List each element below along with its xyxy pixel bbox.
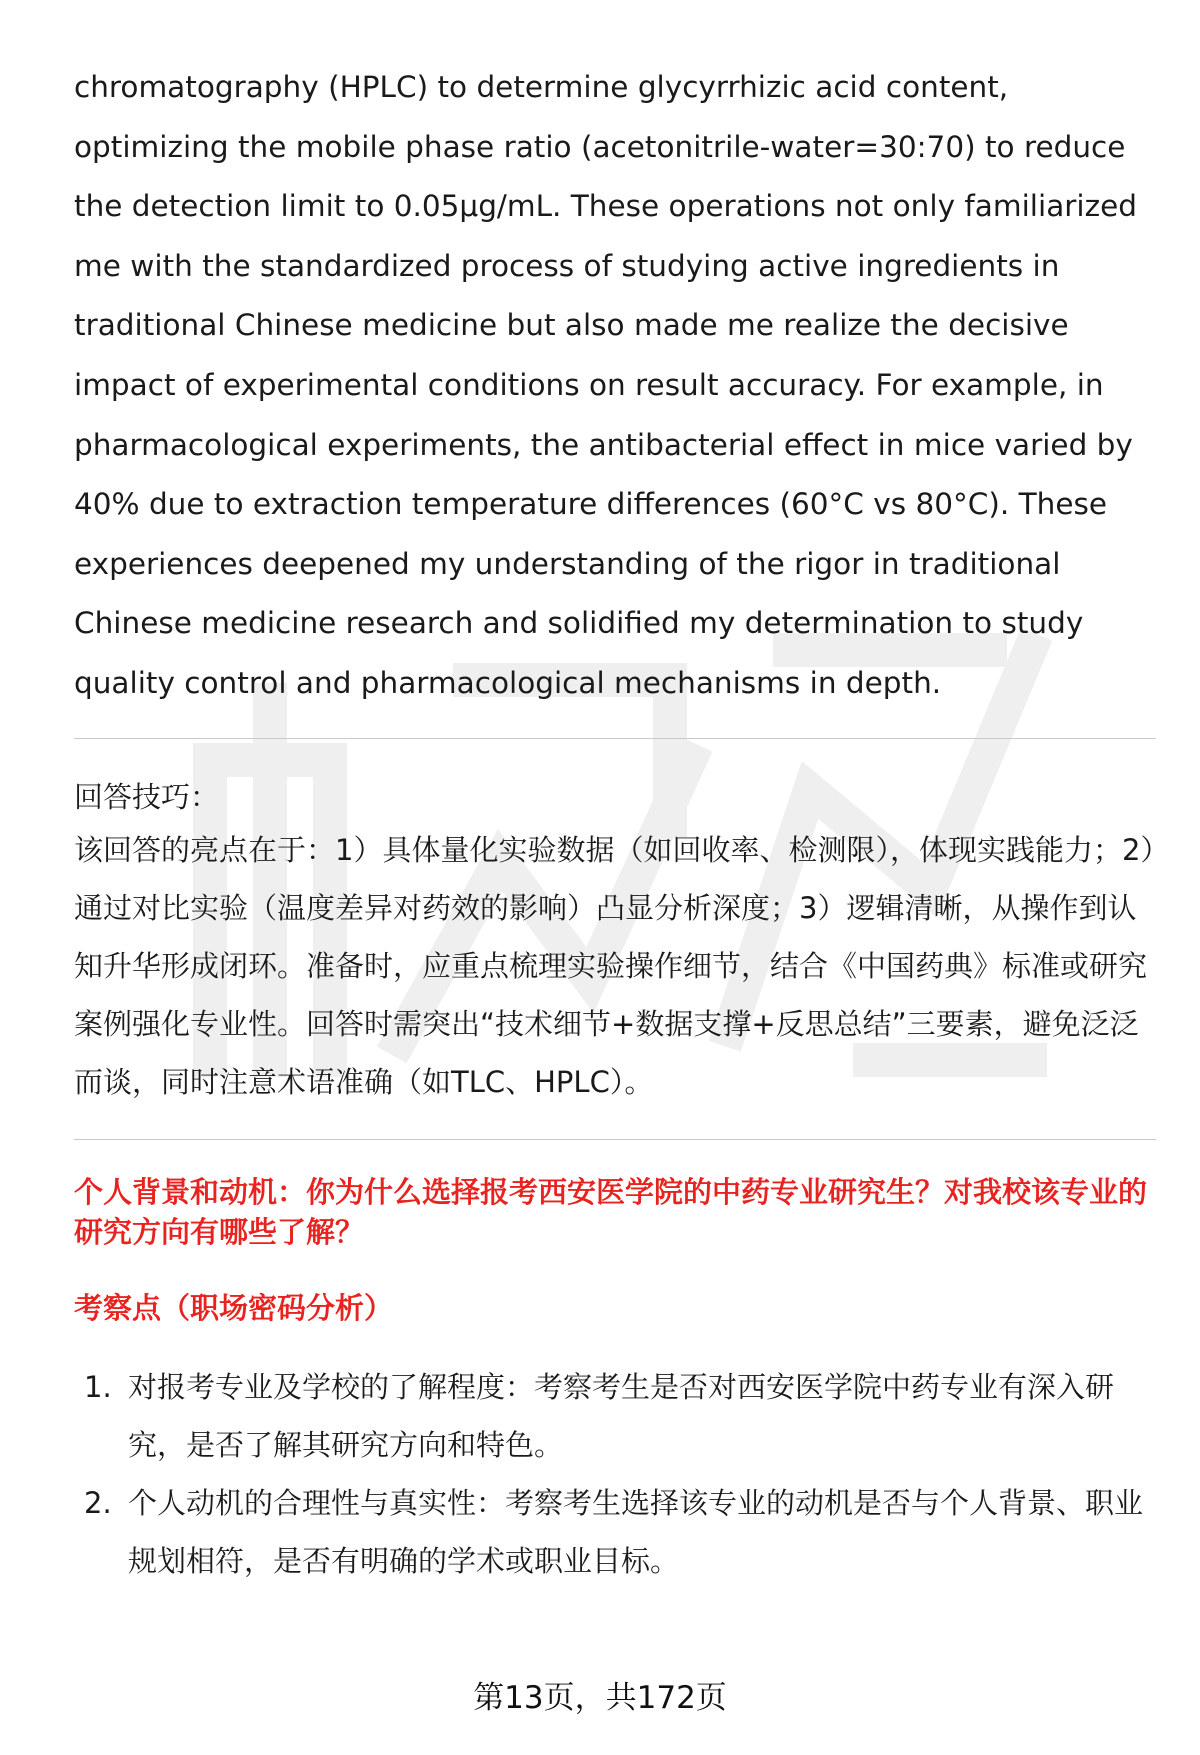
- tips-label: 回答技巧：: [74, 779, 220, 814]
- list-number: 2.: [84, 1485, 112, 1520]
- assessment-points-title: 考察点（职场密码分析）: [74, 1290, 394, 1325]
- list-number: 1.: [84, 1369, 112, 1404]
- tips-body: 该回答的亮点在于：1）具体量化实验数据（如回收率、检测限），体现实践能力；2）通过对比实验（温度差异对药效的影响）凸显分析深度；3）逻辑清晰，从操作到认知升华形成闭环。准备时，应重点梳理实验操作细节，结合《中国药典》标准或研究案例强化专业性。回答时需突出“技术细节+数据支撑+反思总结”三要素，避免泛泛而谈，同时注意术语准确（如TLC、HPLC）。: [74, 832, 1155, 1099]
- question-title: 个人背景和动机：你为什么选择报考西安医学院的中药专业研究生？对我校该专业的研究方向有哪些了解？: [74, 1174, 1148, 1249]
- divider: [74, 1139, 1156, 1140]
- list-item: [74, 1358, 1156, 1474]
- page-content: [74, 70, 1156, 1590]
- list-item: [74, 1474, 1156, 1590]
- page-number: 第13页，共172页: [473, 1680, 727, 1716]
- assessment-points-list: [74, 1358, 1156, 1590]
- list-item-text: 个人动机的合理性与真实性：考察考生选择该专业的动机是否与个人背景、职业规划相符，是否有明确的学术或职业目标。: [128, 1485, 1144, 1578]
- divider: [74, 738, 1156, 739]
- answer-paragraph: chromatography (HPLC) to determine glycyrrhizic acid content, optimizing the mobile phase ratio (acetonitrile-water=30:70) to reduce the detection limit to 0.05μg/mL. These operations not only familiarized me with the standardized process of studying active ingredients in traditional Chinese medicine but also made me realize the decisive impact of experimental conditions on result accuracy. For example, in pharmacological experiments, the antibacterial effect in mice varied by 40% due to extraction temperature differences (60°C vs 80°C). These experiences deepened my understanding of the rigor in traditional Chinese medicine research and solidified my determination to study quality control and pharmacological mechanisms in depth.: [74, 70, 1137, 700]
- list-item-text: 对报考专业及学校的了解程度：考察考生是否对西安医学院中药专业有深入研究，是否了解其研究方向和特色。: [128, 1369, 1115, 1462]
